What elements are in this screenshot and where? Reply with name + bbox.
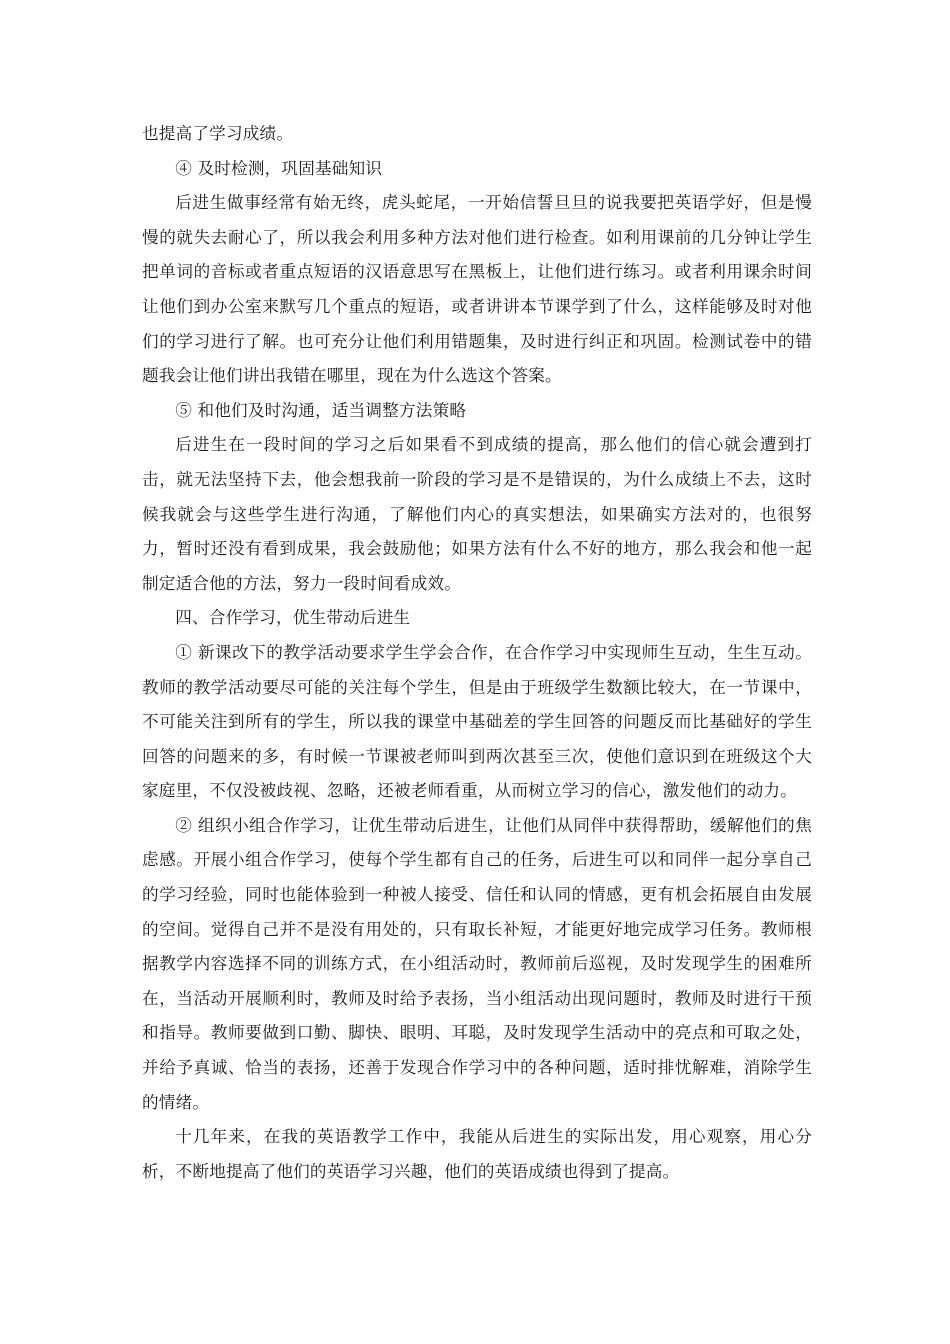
paragraph-communication: 后进生在一段时间的学习之后如果看不到成绩的提高，那么他们的信心就会遭到打击，就无法坚持下去，他会想我前一阶段的学习是不是错误的，为什么成绩上不去，这时候我就会与这些学生进行沟通，了解他们内心的真实想法，如果确实方法对的，也很努力，暂时还没有看到成果，我会鼓励他；如果方法有什么不好的地方，那么我会和他一起制定适合他的方法，努力一段时间看成效。 [142, 435, 812, 593]
paragraph-cooperation-2: ② 组织小组合作学习，让优生带动后进生，让他们从同伴中获得帮助，缓解他们的焦虑感。开展小组合作学习，使每个学生都有自己的任务，后进生可以和同伴一起分享自己的学习经验，同时也能体验到一种被人接受、信任和认同的情感，更有机会拓展自由发展的空间。觉得自己并不是没有用处的，只有取长补短，才能更好地完成学习任务。教师根据教学内容选择不同的训练方式，在小组活动时，教师前后巡视，及时发现学生的困难所在，当活动开展顺利时，教师及时给予表扬，当小组活动出现问题时，教师及时进行干预和指导。教师要做到口勤、脚快、眼明、耳聪，及时发现学生活动中的亮点和可取之处，并给予真诚、恰当的表扬，还善于发现合作学习中的各种问题，适时排忧解难，消除学生的情绪。 [142, 815, 812, 1112]
heading-timely-testing: ④ 及时检测，巩固基础知识 [175, 158, 383, 178]
paragraph-continuation: 也提高了学习成绩。 [142, 124, 294, 143]
heading-cooperative-learning: 四、合作学习，优生带动后进生 [175, 608, 411, 628]
paragraph-testing: 后进生做事经常有始无终，虎头蛇尾，一开始信誓旦旦的说我要把英语学好，但是慢慢的就失去耐心了，所以我会利用多种方法对他们进行检查。如利用课前的几分钟让学生把单词的音标或者重点短语的汉语意思写在黑板上，让他们进行练习。或者利用课余时间让他们到办公室来默写几个重点的短语，或者讲讲本节课学到了什么，这样能够及时对他们的学习进行了解。也可充分让他们利用错题集，及时进行纠正和巩固。检测试卷中的错题我会让他们讲出我错在哪里，现在为什么选这个答案。 [142, 193, 812, 386]
heading-communication: ⑤ 和他们及时沟通，适当调整方法策略 [175, 400, 467, 420]
paragraph-cooperation-1: ① 新课改下的教学活动要求学生学会合作，在合作学习中实现师生互动，生生互动。教师的教学活动要尽可能的关注每个学生，但是由于班级学生数额比较大，在一节课中，不可能关注到所有的学生，所以我的课堂中基础差的学生回答的问题反而比基础好的学生回答的问题来的多，有时候一节课被老师叫到两次甚至三次，使他们意识到在班级这个大家庭里，不仅没被歧视、忽略，还被老师看重，从而树立学习的信心，激发他们的动力。 [142, 642, 812, 801]
paragraph-conclusion: 十几年来，在我的英语教学工作中，我能从后进生的实际出发，用心观察，用心分析，不断地提高了他们的英语学习兴趣，他们的英语成绩也得到了提高。 [142, 1127, 812, 1181]
document-body [142, 117, 812, 1189]
